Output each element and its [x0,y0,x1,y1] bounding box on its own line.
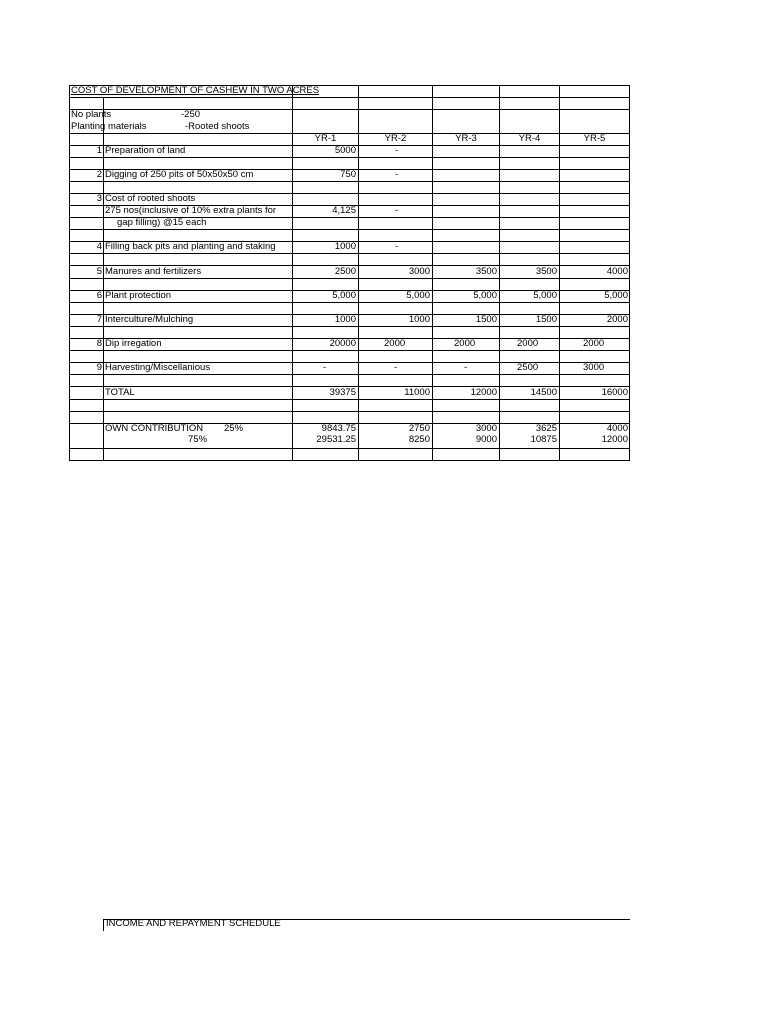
own-contribution-value: 4000 [606,423,628,434]
item-value: 3000 [408,266,430,277]
total-value: 16000 [601,387,628,398]
item-value: - [395,205,399,216]
cost-table [69,85,630,461]
grid-line [69,411,630,412]
item-value: 750 [340,169,356,180]
loan-percent: 75% [188,434,208,445]
item-value: 1000 [408,314,430,325]
item-description-line: 275 nos(inclusive of 10% extra plants for [105,205,277,216]
no-plants-label: No plants [71,109,112,120]
item-value: - [395,241,399,252]
grid-line [69,253,630,254]
item-description: Interculture/Mulching [105,314,194,325]
own-contribution-value: 3625 [535,423,557,434]
item-number: 5 [96,266,102,277]
item-value: - [323,362,327,373]
loan-value: 9000 [475,434,497,445]
item-description: Digging of 250 pits of 50x50x50 cm [105,169,254,180]
item-value: 3500 [535,266,557,277]
grid-line [69,278,630,279]
grid-line [69,157,630,158]
item-description: Cost of rooted shoots [105,193,196,204]
year-header: YR-2 [384,133,407,144]
item-value: 1500 [475,314,497,325]
item-number: 4 [96,241,102,252]
item-value: 5,000 [406,290,430,301]
item-description: Filling back pits and planting and staking [105,241,276,252]
item-value: 20000 [329,338,356,349]
item-value: 1000 [334,314,356,325]
own-contribution-value: 3000 [475,423,497,434]
item-value: 4000 [606,266,628,277]
item-description: Harvesting/Miscellanious [105,362,211,373]
item-value: 5,000 [473,290,497,301]
year-header: YR-1 [314,133,337,144]
grid-line [69,460,630,461]
item-value: 1500 [535,314,557,325]
grid-line [69,302,630,303]
year-header: YR-5 [583,133,606,144]
grid-line [69,374,630,375]
grid-line [69,326,630,327]
total-value: 14500 [530,387,557,398]
item-value: 3000 [583,362,605,373]
item-number: 7 [96,314,102,325]
grid-line [103,97,104,461]
item-description: Plant protection [105,290,172,301]
grid-line [69,350,630,351]
item-number: 6 [96,290,102,301]
item-value: 5,000 [533,290,557,301]
item-value: - [395,169,399,180]
own-contribution-label: OWN CONTRIBUTION [105,423,204,434]
item-number: 1 [96,145,102,156]
grid-line [629,85,630,461]
item-value: 3500 [475,266,497,277]
item-value: - [394,362,398,373]
loan-value: 8250 [408,434,430,445]
item-number: 3 [96,193,102,204]
item-value: 5,000 [604,290,628,301]
item-value: 2500 [517,362,539,373]
grid-line [69,181,630,182]
own-contribution-percent: 25% [224,423,244,434]
item-value: 2000 [517,338,539,349]
year-header: YR-4 [518,133,541,144]
grid-line [69,229,630,230]
total-label: TOTAL [105,387,135,398]
grid-line [69,97,630,98]
item-description: Preparation of land [105,145,186,156]
year-header: YR-3 [455,133,477,144]
table-title: COST OF DEVELOPMENT OF CASHEW IN TWO ACRES [71,85,320,96]
total-value: 39375 [329,387,356,398]
item-value: 5000 [334,145,356,156]
planting-label: Planting materials [71,121,147,132]
grid-line [69,448,630,449]
item-value: 2500 [334,266,356,277]
planting-value: -Rooted shoots [185,121,250,132]
total-value: 11000 [404,387,430,398]
footer-divider [103,919,104,931]
item-value: - [395,145,399,156]
item-description-line: gap filling) @15 each [117,217,207,228]
item-value: 1000 [334,241,356,252]
own-contribution-value: 2750 [408,423,430,434]
item-value: 5,000 [332,290,356,301]
item-number: 2 [96,169,102,180]
item-value: 2000 [384,338,406,349]
item-value: 2000 [454,338,476,349]
item-value: 2000 [583,338,605,349]
item-description: Dip irregation [105,338,162,349]
item-value: 2000 [606,314,628,325]
own-contribution-value: 9843.75 [321,423,356,434]
item-number: 9 [96,362,102,373]
total-value: 12000 [470,387,497,398]
loan-value: 29531.25 [316,434,356,445]
item-number: 8 [96,338,102,349]
item-value: - [464,362,468,373]
item-value: 4,125 [332,205,356,216]
income-schedule-heading: INCOME AND REPAYMENT SCHEDULE [106,918,281,929]
no-plants-value: -250 [181,109,201,120]
loan-value: 12000 [601,434,628,445]
grid-line [69,399,630,400]
item-description: Manures and fertilizers [105,266,202,277]
grid-line [69,109,630,110]
loan-value: 10875 [530,434,557,445]
